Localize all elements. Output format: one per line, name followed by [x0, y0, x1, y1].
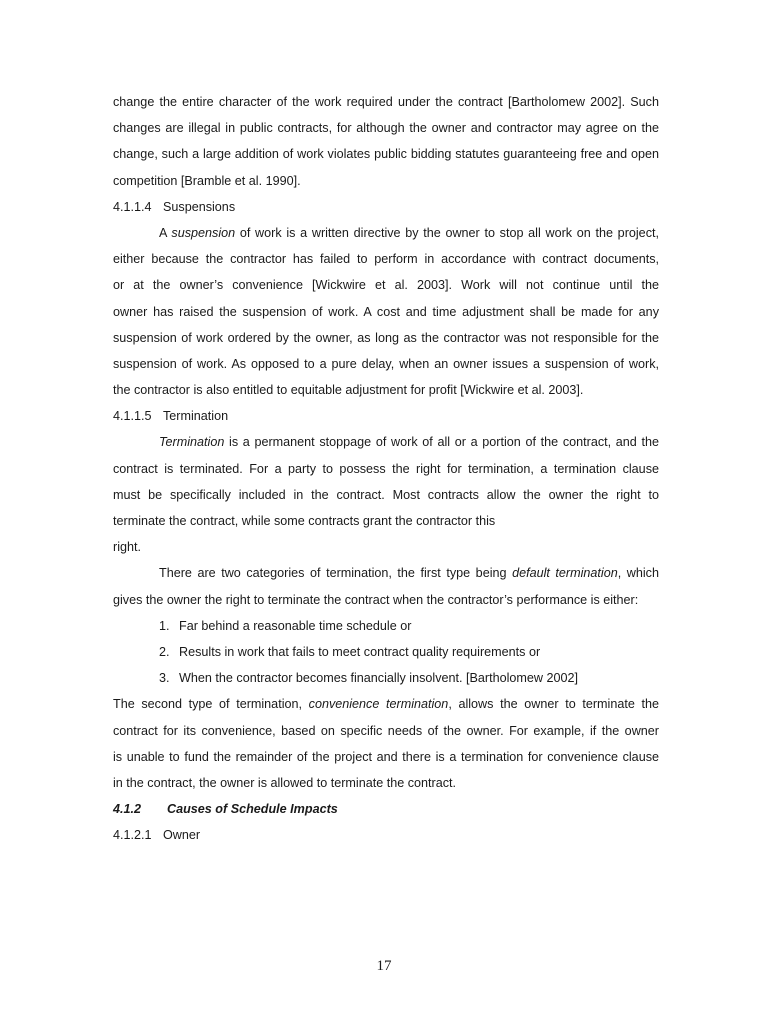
text-run: is a permanent stoppage of work of all or a portion of the contract, and the — [224, 435, 659, 450]
section-title: Owner — [163, 828, 201, 843]
list-text: Results in work that fails to meet contract quality requirements or — [179, 644, 541, 659]
paragraph-line: the contractor is also entitled to equitable adjustment for profit [Wickwire et al. 2003]. — [113, 383, 584, 398]
paragraph-line: in the contract, the owner is allowed to terminate the contract. — [113, 775, 457, 790]
paragraph-line: suspension of work ordered by the owner, as long as the contractor was not responsible for the — [113, 330, 659, 345]
page-number: 17 — [376, 958, 392, 974]
list-number: 2. — [159, 644, 170, 659]
list-item — [113, 665, 659, 691]
paragraph-line: contract is terminated. For a party to possess the right for termination, a termination clause — [113, 461, 659, 476]
text-run: of work is a written directive by the owner to stop all work on the project, — [235, 225, 659, 240]
section-heading-termination — [113, 403, 659, 429]
text-run: There are two categories of termination, the first type being — [159, 566, 513, 581]
list-item — [113, 639, 659, 665]
document-page — [113, 89, 659, 848]
section-title: Causes of Schedule Impacts — [167, 802, 338, 817]
text-run: A — [159, 225, 172, 240]
paragraph-line: change the entire character of the work required under the contract [Bartholomew 2002]. Such — [113, 95, 659, 109]
section-number: 4.1.1.4 — [113, 199, 152, 214]
convenience-paragraph — [113, 691, 659, 796]
paragraph-line: must be specifically included in the contract. Most contracts allow the owner the right to — [113, 487, 659, 502]
paragraph-line: suspension of work. As opposed to a pure delay, when an owner issues a suspension of work, — [113, 356, 659, 371]
list-text: When the contractor becomes financially insolvent. [Bartholomew 2002] — [179, 671, 579, 686]
paragraph-line — [113, 429, 659, 455]
paragraph-line: or at the owner’s convenience [Wickwire et al. 2003]. Work will not continue until the — [113, 278, 659, 293]
paragraph-line: contract for its convenience, based on specific needs of the owner. For example, if the owner — [113, 723, 659, 738]
list-number: 1. — [159, 618, 170, 633]
intro-paragraph — [113, 89, 659, 194]
paragraph-line: terminate the contract, while some contracts grant the contractor this — [113, 514, 496, 528]
list-number: 3. — [159, 671, 170, 686]
paragraph-line: gives the owner the right to terminate the contract when the contractor’s performance is either: — [113, 592, 639, 607]
text-run: , which — [617, 566, 659, 581]
paragraph-line: either because the contractor has failed to perform in accordance with contract documents, — [113, 252, 659, 267]
emphasized-term: convenience termination — [308, 697, 449, 712]
list-item — [113, 613, 659, 639]
default-termination-list — [113, 613, 659, 692]
emphasized-term: suspension — [171, 225, 236, 240]
paragraph-line: right. — [113, 540, 141, 555]
paragraph-line — [113, 560, 659, 586]
section-title: Suspensions — [163, 199, 236, 214]
paragraph-line — [113, 691, 659, 717]
text-run: The second type of termination, — [113, 697, 309, 712]
categories-paragraph — [113, 560, 659, 612]
termination-paragraph — [113, 429, 659, 560]
section-number: 4.1.2.1 — [113, 828, 152, 843]
section-number: 4.1.2 — [113, 802, 142, 817]
section-title: Termination — [163, 409, 229, 424]
emphasized-term: Termination — [159, 435, 225, 450]
emphasized-term: default termination — [512, 566, 618, 581]
paragraph-line: changes are illegal in public contracts, for although the owner and contractor may agree on the — [113, 121, 659, 136]
paragraph-line: is unable to fund the remainder of the project and there is a termination for convenience clause — [113, 749, 659, 764]
section-heading-suspensions — [113, 194, 659, 220]
list-text: Far behind a reasonable time schedule or — [179, 618, 412, 633]
paragraph-line: owner has raised the suspension of work. A cost and time adjustment shall be made for any — [113, 304, 659, 319]
section-heading-owner — [113, 822, 659, 848]
section-heading-causes — [113, 796, 659, 822]
paragraph-line: change, such a large addition of work violates public bidding statutes guaranteeing free and open — [113, 147, 659, 162]
suspension-paragraph — [113, 220, 659, 403]
section-number: 4.1.1.5 — [113, 409, 152, 424]
text-run: , allows the owner to terminate the — [448, 697, 659, 712]
paragraph-line — [113, 220, 659, 246]
paragraph-line: competition [Bramble et al. 1990]. — [113, 173, 301, 188]
